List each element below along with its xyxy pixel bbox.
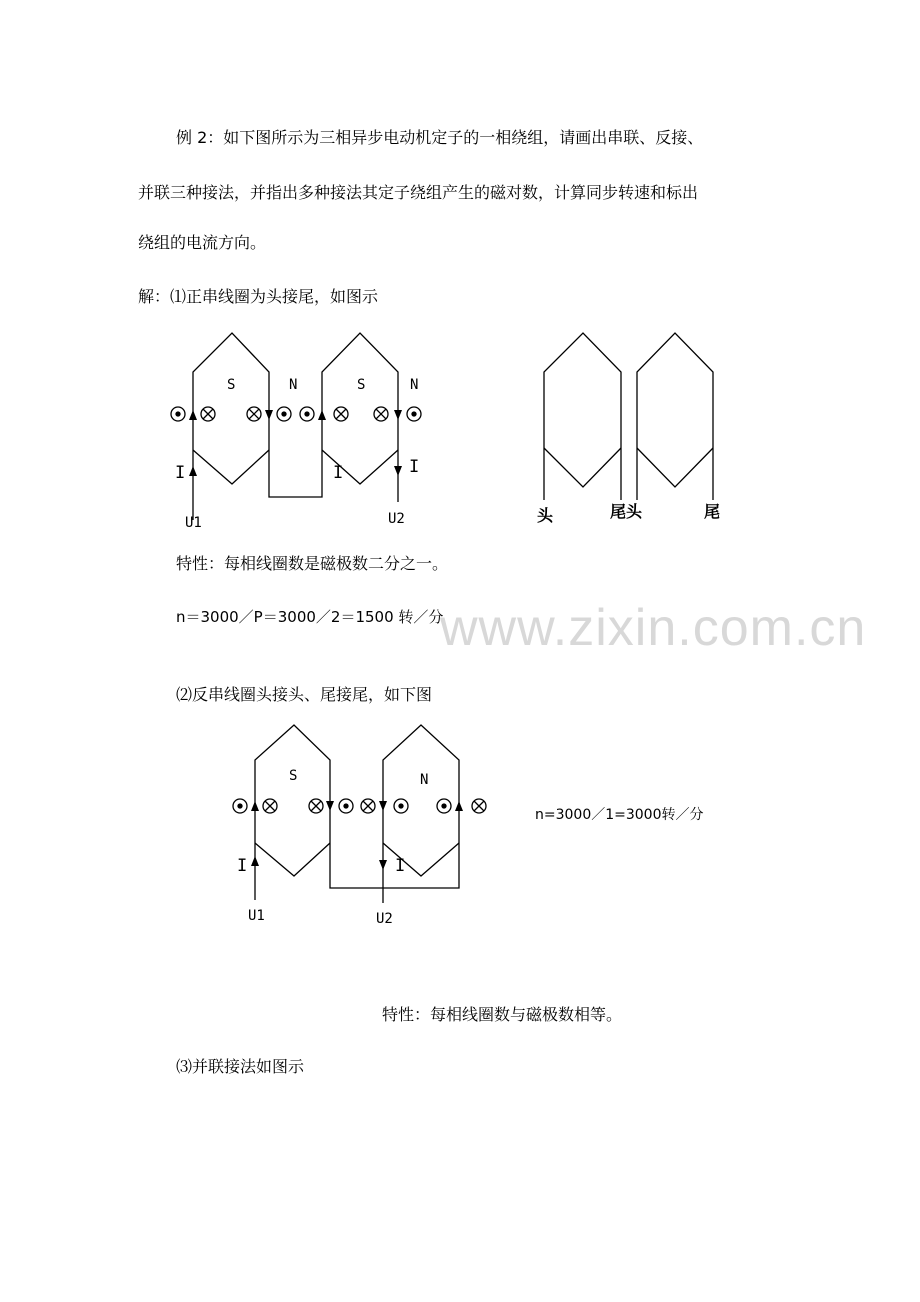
current-label: I <box>395 856 406 876</box>
terminal-u1: U1 <box>248 908 265 924</box>
part2-property: 特性：每相线圈数与磁极数相等。 <box>382 1005 623 1024</box>
cross-symbols-2 <box>263 799 486 813</box>
example-line-2: 并联三种接法，并指出多种接法其定子绕组产生的磁对数，计算同步转速和标出 <box>138 183 699 202</box>
coil-1 <box>193 333 398 520</box>
label-tail: 尾 <box>704 502 721 521</box>
part3-heading: ⑶并联接法如图示 <box>176 1057 305 1076</box>
coil-pair-sketch <box>544 333 713 500</box>
part1-formula: n＝3000／P＝3000／2＝1500 转／分 <box>176 608 444 626</box>
current-label: I <box>237 856 248 876</box>
pole-s: S <box>289 768 298 784</box>
label-head: 头 <box>537 506 554 525</box>
pole-s-2: S <box>357 377 366 393</box>
example-line-1: 例 2：如下图所示为三相异步电动机定子的一相绕组，请画出串联、反接、 <box>176 128 704 147</box>
current-arrows <box>189 410 402 476</box>
terminal-u1: U1 <box>185 515 202 531</box>
watermark: www.zixin.com.cn <box>440 599 867 657</box>
pole-n: N <box>420 772 429 788</box>
current-label: I <box>409 457 420 477</box>
part1-heading: 解：⑴正串线圈为头接尾，如图示 <box>138 287 379 306</box>
terminal-u2: U2 <box>388 511 405 527</box>
label-tail-head: 尾头 <box>610 502 643 521</box>
pole-s-1: S <box>227 377 236 393</box>
pole-n-1: N <box>289 377 298 393</box>
part2-heading: ⑵反串线圈头接头、尾接尾，如下图 <box>176 685 433 704</box>
current-label: I <box>175 463 186 483</box>
part2-formula: n=3000／1=3000转／分 <box>535 807 704 823</box>
part1-property: 特性：每相线圈数是磁极数二分之一。 <box>176 554 449 573</box>
example-line-3: 绕组的电流方向。 <box>138 233 267 252</box>
terminal-u2: U2 <box>376 911 393 927</box>
current-label: I <box>333 463 344 483</box>
pole-n-2: N <box>410 377 419 393</box>
current-arrows-2 <box>251 801 463 870</box>
cross-symbols <box>201 407 388 421</box>
reverse-series-coils <box>255 725 459 903</box>
